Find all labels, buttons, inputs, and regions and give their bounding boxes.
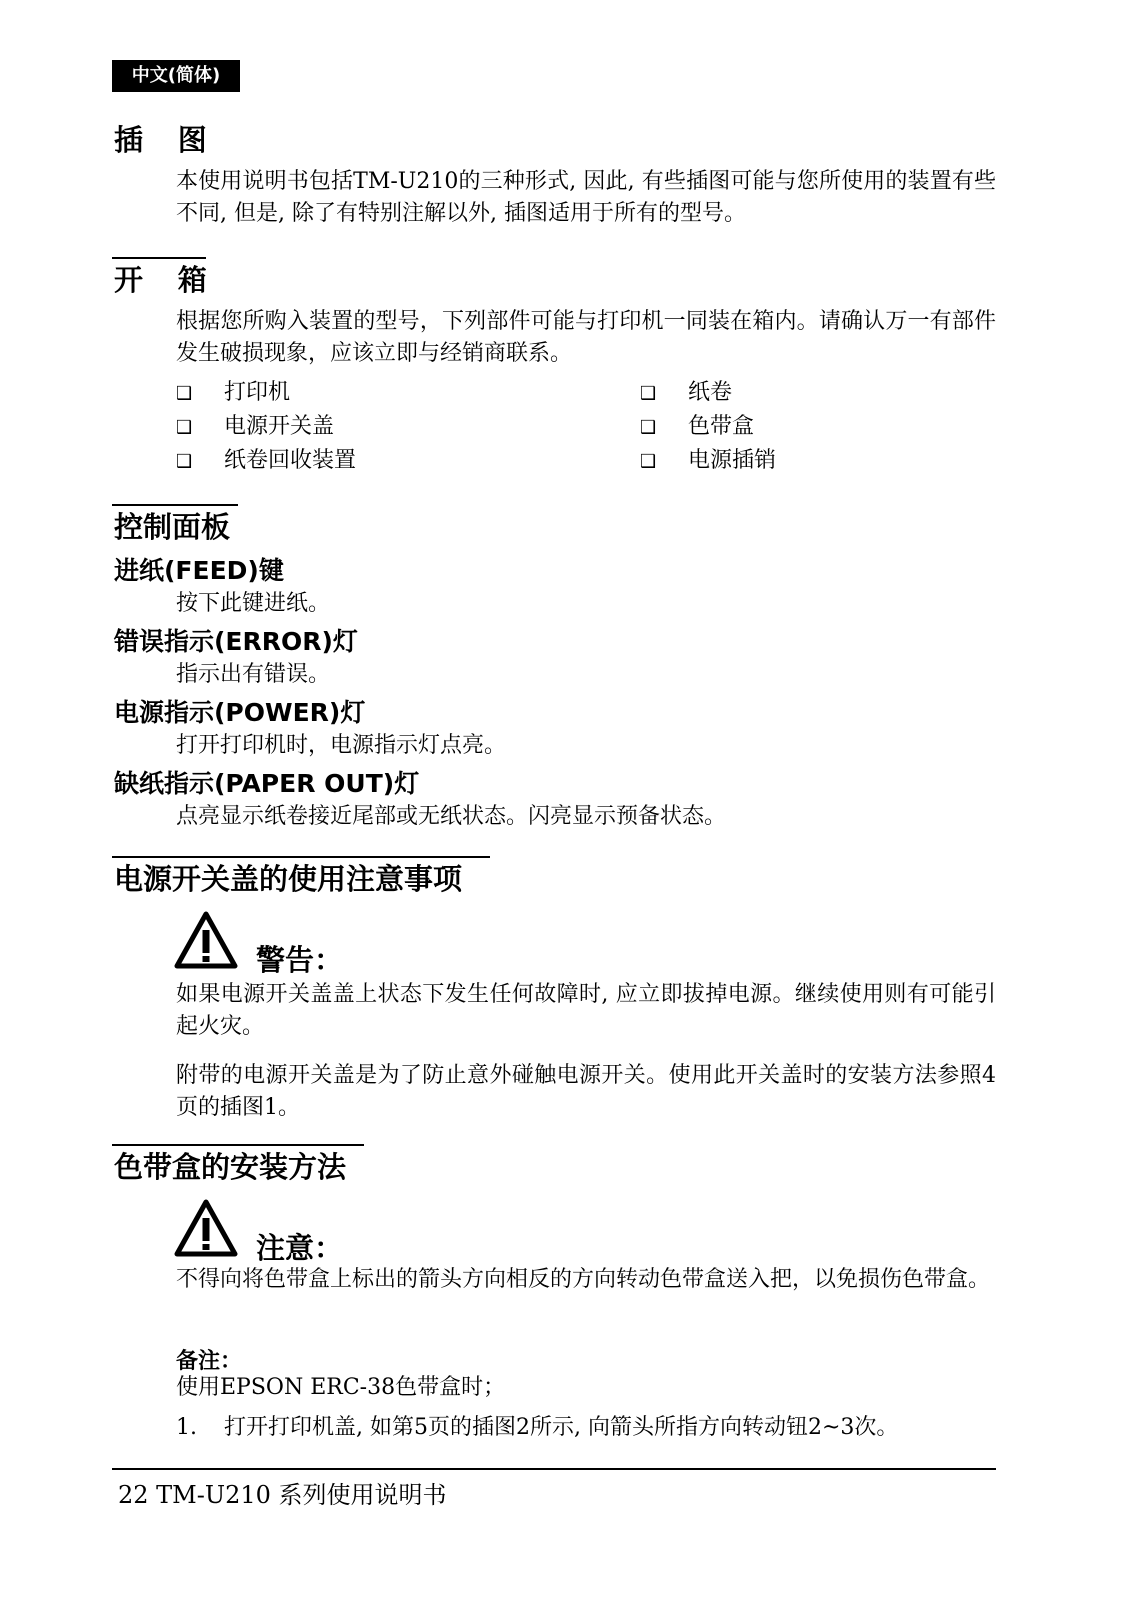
section-rule bbox=[112, 1144, 364, 1146]
list-item: ❑ 色带盒 bbox=[640, 412, 754, 443]
checkbox-icon: ❑ bbox=[640, 417, 657, 438]
warning-text: 如果电源开关盖盖上状态下发生任何故障时, 应立即拔掉电源。继续使用则有可能引起火灾。 bbox=[176, 982, 996, 1039]
step-number: 1. bbox=[176, 1415, 197, 1440]
unpacking-paragraph: 根据您所购入装置的型号，下列部件可能与打印机一同装在箱内。请确认万一有部件发生破损现象，应该立即与经销商联系。 bbox=[176, 309, 996, 366]
warning-label: 警告： bbox=[256, 943, 344, 977]
footer-rule bbox=[112, 1468, 996, 1470]
list-item: ❑ 电源插销 bbox=[640, 446, 776, 477]
note-label: 备注： bbox=[176, 1349, 243, 1374]
list-item: ❑ 打印机 bbox=[176, 378, 290, 409]
caution-text: 不得向将色带盒上标出的箭头方向相反的方向转动色带盒送入把，以免损伤色带盒。 bbox=[176, 1267, 991, 1292]
error-light-heading: 错误指示(ERROR)灯 bbox=[114, 627, 358, 656]
note-text: 使用EPSON ERC-38色带盒时； bbox=[176, 1375, 506, 1400]
warning-icon bbox=[174, 910, 238, 970]
checkbox-icon: ❑ bbox=[176, 417, 193, 438]
list-item: ❑ 电源开关盖 bbox=[176, 412, 334, 443]
feed-button-text: 按下此键进纸。 bbox=[176, 591, 331, 616]
checkbox-icon: ❑ bbox=[640, 383, 657, 404]
switch-cover-paragraph: 附带的电源开关盖是为了防止意外碰触电源开关。使用此开关盖时的安装方法参照4页的插图1。 bbox=[176, 1063, 996, 1120]
paper-out-light-text: 点亮显示纸卷接近尾部或无纸状态。闪亮显示预备状态。 bbox=[176, 804, 727, 829]
caution-label: 注意： bbox=[256, 1231, 344, 1265]
error-light-text: 指示出有错误。 bbox=[176, 662, 331, 687]
caution-icon bbox=[174, 1198, 238, 1258]
section-title-unpacking: 开 箱 bbox=[114, 263, 210, 297]
section-rule bbox=[112, 504, 238, 506]
checkbox-icon: ❑ bbox=[176, 383, 193, 404]
list-item: ❑ 纸卷回收装置 bbox=[176, 446, 356, 477]
feed-button-heading: 进纸(FEED)键 bbox=[114, 556, 284, 585]
section-title-ribbon-install: 色带盒的安装方法 bbox=[114, 1150, 347, 1184]
section-title-switch-cover: 电源开关盖的使用注意事项 bbox=[114, 862, 463, 896]
list-item: ❑ 纸卷 bbox=[640, 378, 732, 409]
power-light-text: 打开打印机时，电源指示灯点亮。 bbox=[176, 733, 507, 758]
section-title-control-panel: 控制面板 bbox=[114, 510, 231, 544]
step-text: 打开打印机盖, 如第5页的插图2所示, 向箭头所指方向转动钮2~3次。 bbox=[224, 1415, 899, 1440]
language-tab: 中文(简体) bbox=[112, 60, 240, 92]
step-1 bbox=[176, 1412, 996, 1444]
page-footer: 22 TM-U210 系列使用说明书 bbox=[118, 1481, 447, 1509]
section-title-illustrations: 插 图 bbox=[114, 123, 210, 157]
checkbox-icon: ❑ bbox=[176, 451, 193, 472]
checkbox-icon: ❑ bbox=[640, 451, 657, 472]
section-rule bbox=[112, 856, 490, 858]
section-rule bbox=[112, 257, 206, 259]
paper-out-light-heading: 缺纸指示(PAPER OUT)灯 bbox=[114, 769, 420, 798]
illustrations-paragraph: 本使用说明书包括TM-U210的三种形式, 因此, 有些插图可能与您所使用的装置有些不同, 但是, 除了有特别注解以外, 插图适用于所有的型号。 bbox=[176, 169, 996, 226]
power-light-heading: 电源指示(POWER)灯 bbox=[114, 698, 366, 727]
